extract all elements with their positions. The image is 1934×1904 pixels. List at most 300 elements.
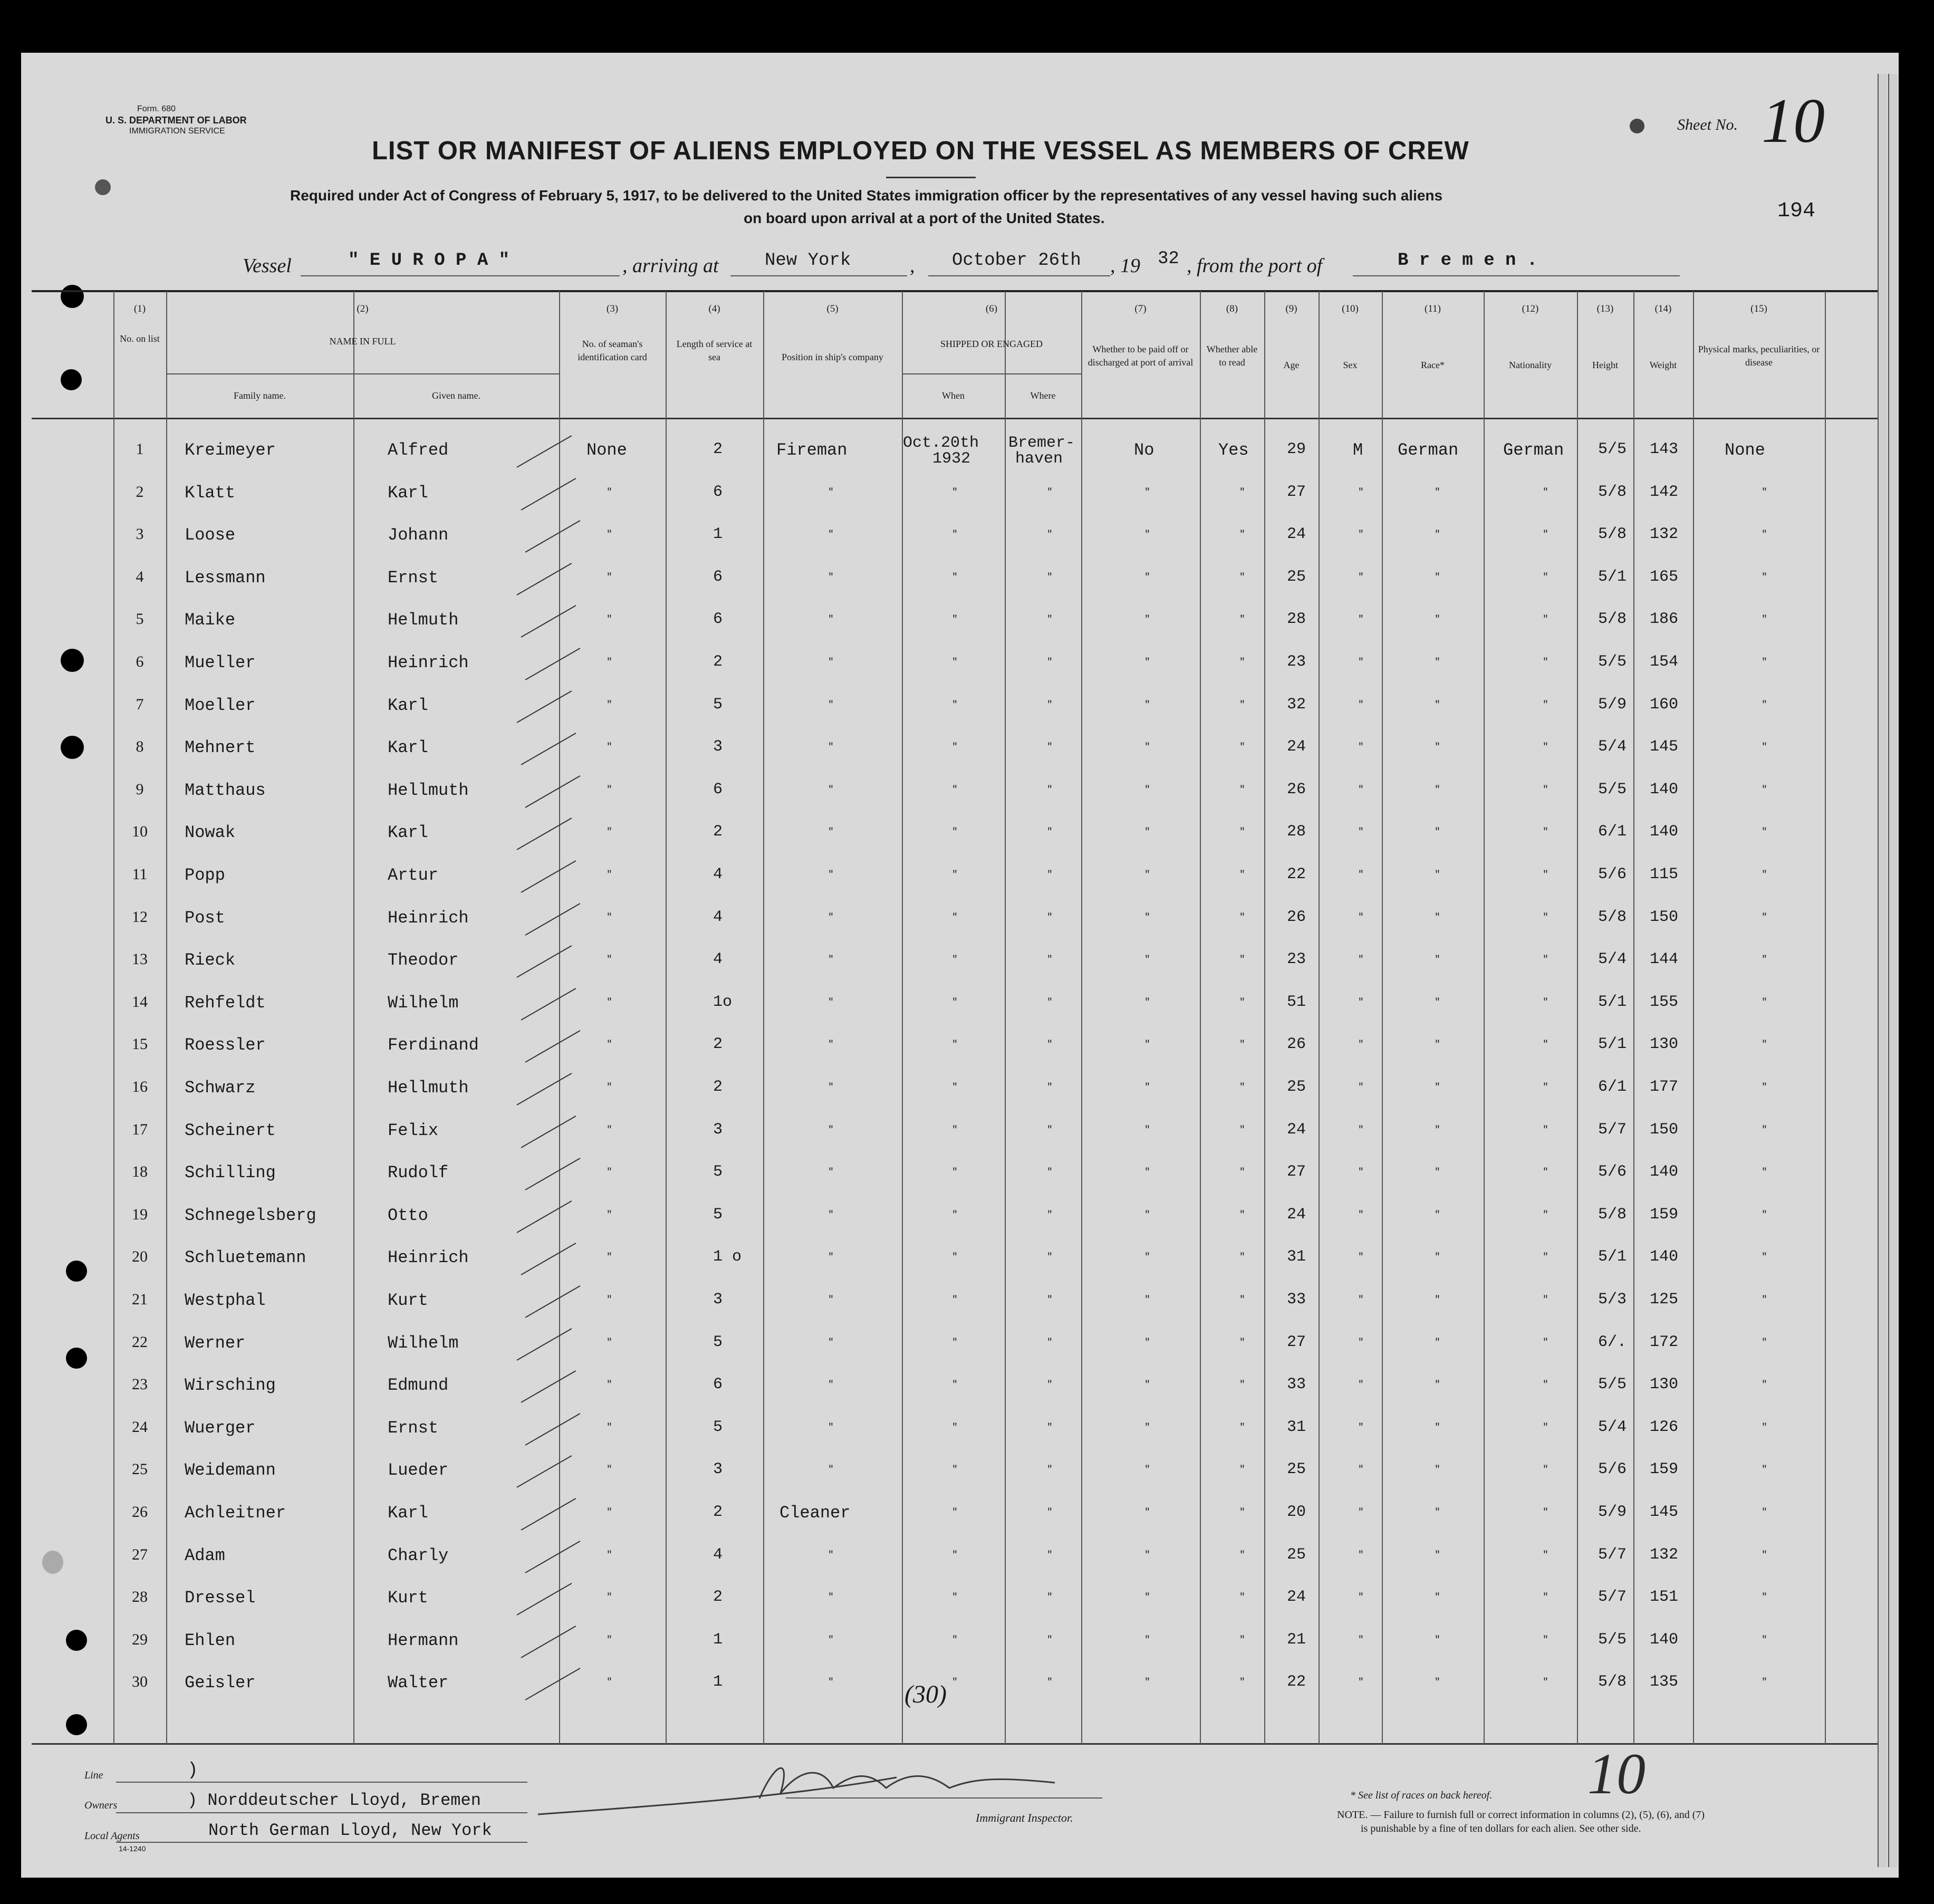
column-subheading-when: When xyxy=(942,390,965,401)
weight: 177 xyxy=(1650,1078,1679,1096)
age: 26 xyxy=(1287,908,1306,926)
height: 5/1 xyxy=(1598,1035,1627,1053)
agents-label: Local Agents xyxy=(84,1830,140,1842)
length-of-service: 3 xyxy=(713,1291,723,1309)
ditto-mark: " xyxy=(1762,1507,1767,1518)
height: 5/7 xyxy=(1598,1121,1627,1139)
ditto-mark: " xyxy=(607,1252,612,1263)
ditto-mark: " xyxy=(1358,1465,1364,1475)
ditto-mark: " xyxy=(1543,785,1548,795)
height: 5/5 xyxy=(1598,1376,1627,1393)
column-divider xyxy=(1484,291,1485,1744)
ditto-mark: " xyxy=(1144,700,1150,710)
ditto-mark: " xyxy=(1762,1338,1767,1348)
ditto-mark: " xyxy=(1762,1677,1767,1688)
ditto-mark: " xyxy=(828,742,834,753)
given-name: Walter xyxy=(388,1673,449,1693)
weight: 132 xyxy=(1650,525,1679,543)
height: 5/3 xyxy=(1598,1291,1627,1309)
ditto-mark: " xyxy=(952,1465,958,1475)
ditto-mark: " xyxy=(952,1082,958,1093)
age: 25 xyxy=(1287,1546,1306,1564)
age: 26 xyxy=(1287,781,1306,799)
ditto-mark: " xyxy=(1047,1465,1053,1475)
ditto-mark: " xyxy=(1047,1210,1053,1220)
height: 5/4 xyxy=(1598,950,1627,968)
given-name: Helmuth xyxy=(388,610,459,630)
ditto-mark: " xyxy=(952,572,958,583)
ditto-mark: " xyxy=(1543,1422,1548,1433)
date-underline xyxy=(928,275,1110,276)
length-of-service: 2 xyxy=(713,653,723,671)
ditto-mark: " xyxy=(1543,572,1548,583)
ditto-mark: " xyxy=(952,870,958,880)
height: 5/7 xyxy=(1598,1588,1627,1606)
ditto-mark: " xyxy=(1543,870,1548,880)
ditto-mark: " xyxy=(1144,1338,1150,1348)
ditto-mark: " xyxy=(828,572,834,583)
row-number: 27 xyxy=(132,1546,148,1563)
given-name: Heinrich xyxy=(388,1248,469,1267)
family-name: Ehlen xyxy=(185,1631,236,1650)
age: 51 xyxy=(1287,993,1306,1011)
ditto-mark: " xyxy=(952,530,958,540)
ditto-mark: " xyxy=(607,1635,612,1646)
height: 5/4 xyxy=(1598,1418,1627,1436)
ditto-mark: " xyxy=(1543,1677,1548,1688)
ditto-mark: " xyxy=(1762,1465,1767,1475)
length-of-service: 5 xyxy=(713,1206,723,1224)
family-name: Roessler xyxy=(185,1035,266,1055)
given-name: Karl xyxy=(388,483,428,503)
ditto-mark: " xyxy=(828,870,834,880)
height: 5/1 xyxy=(1598,1248,1627,1266)
handwritten-mark: 10 xyxy=(1587,1742,1646,1806)
ditto-mark: " xyxy=(1543,657,1548,668)
column-heading-position: Position in ship's company xyxy=(782,352,883,362)
ditto-mark: " xyxy=(952,1210,958,1220)
weight: 140 xyxy=(1650,823,1679,841)
ditto-mark: " xyxy=(952,1338,958,1348)
page-edge xyxy=(1878,74,1887,1867)
column-heading-able-read: Whether able to read xyxy=(1206,344,1258,368)
department: U. S. DEPARTMENT OF LABOR xyxy=(105,115,247,126)
ditto-mark: " xyxy=(1047,487,1053,498)
given-name: Theodor xyxy=(388,950,459,970)
ditto-mark: " xyxy=(1543,1295,1548,1305)
family-name: Klatt xyxy=(185,483,236,503)
ditto-mark: " xyxy=(1358,827,1364,838)
weight: 159 xyxy=(1650,1460,1679,1478)
name-subhead-rule xyxy=(166,373,559,374)
age: 24 xyxy=(1287,738,1306,756)
ditto-mark: " xyxy=(1358,1338,1364,1348)
ditto-mark: " xyxy=(607,1125,612,1136)
shipped-where-2: haven xyxy=(1015,450,1063,468)
ditto-mark: " xyxy=(1239,1507,1245,1518)
line-label: Line xyxy=(84,1770,103,1781)
weight: 130 xyxy=(1650,1035,1679,1053)
given-name: Karl xyxy=(388,1503,428,1523)
ditto-mark: " xyxy=(1047,1507,1053,1518)
ditto-mark: " xyxy=(1239,1295,1245,1305)
row-number: 21 xyxy=(132,1291,148,1308)
ditto-mark: " xyxy=(1358,1252,1364,1263)
line-paren: ) xyxy=(187,1761,198,1781)
ditto-mark: " xyxy=(1144,1592,1150,1603)
ditto-mark: " xyxy=(1144,955,1150,965)
age: 31 xyxy=(1287,1248,1306,1266)
row-number: 5 xyxy=(136,610,144,628)
ditto-mark: " xyxy=(1239,1082,1245,1093)
ditto-mark: " xyxy=(828,530,834,540)
ditto-mark: " xyxy=(1144,1380,1150,1390)
ditto-mark: " xyxy=(952,1550,958,1561)
ditto-mark: " xyxy=(1239,1635,1245,1646)
ditto-mark: " xyxy=(828,785,834,795)
weight: 145 xyxy=(1650,738,1679,756)
ditto-mark: " xyxy=(828,1677,834,1688)
header-bottom-rule xyxy=(32,418,1878,419)
row-number: 24 xyxy=(132,1418,148,1436)
punch-hole xyxy=(66,1714,87,1735)
ditto-mark: " xyxy=(607,1380,612,1390)
ditto-mark: " xyxy=(1239,530,1245,540)
ditto-mark: " xyxy=(1543,912,1548,923)
length-of-service: 2 xyxy=(713,1503,723,1521)
ditto-mark: " xyxy=(1047,614,1053,625)
weight: 186 xyxy=(1650,610,1679,628)
weight: 150 xyxy=(1650,1121,1679,1139)
column-number: (6) xyxy=(985,303,998,314)
ditto-mark: " xyxy=(607,785,612,795)
row-number: 2 xyxy=(136,483,144,501)
family-name: Wirsching xyxy=(185,1376,276,1395)
weight: 143 xyxy=(1650,440,1679,458)
column-number: (11) xyxy=(1425,303,1441,314)
ditto-mark: " xyxy=(607,827,612,838)
ditto-mark: " xyxy=(1543,1550,1548,1561)
position: Cleaner xyxy=(780,1503,851,1523)
arrival-port: New York xyxy=(765,251,851,271)
nationality: German xyxy=(1503,440,1564,460)
height: 5/8 xyxy=(1598,525,1627,543)
weight: 130 xyxy=(1650,1376,1679,1393)
ditto-mark: " xyxy=(1543,955,1548,965)
ditto-mark: " xyxy=(1047,1040,1053,1050)
ditto-mark: " xyxy=(1358,742,1364,753)
length-of-service: 1 xyxy=(713,525,723,543)
ditto-mark: " xyxy=(828,1167,834,1178)
ditto-mark: " xyxy=(1239,657,1245,668)
sheet-number: 10 xyxy=(1762,85,1825,156)
ditto-mark: " xyxy=(1144,827,1150,838)
ditto-mark: " xyxy=(1144,1167,1150,1178)
ditto-mark: " xyxy=(1144,785,1150,795)
given-name: Hellmuth xyxy=(388,1078,469,1098)
ditto-mark: " xyxy=(1543,1167,1548,1178)
ditto-mark: " xyxy=(607,742,612,753)
ditto-mark: " xyxy=(1543,827,1548,838)
family-name: Rehfeldt xyxy=(185,993,266,1013)
ditto-mark: " xyxy=(1358,657,1364,668)
column-divider xyxy=(1633,291,1634,1744)
column-subheading-family-name: Family name. xyxy=(234,390,286,401)
family-name: Geisler xyxy=(185,1673,256,1693)
ditto-mark: " xyxy=(607,1210,612,1220)
length-of-service: 2 xyxy=(713,1035,723,1053)
column-number: (5) xyxy=(826,303,839,314)
ditto-mark: " xyxy=(1047,742,1053,753)
ditto-mark: " xyxy=(1144,997,1150,1008)
length-of-service: 1o xyxy=(713,993,733,1011)
age: 33 xyxy=(1287,1376,1306,1393)
family-name: Maike xyxy=(185,610,236,630)
ditto-mark: " xyxy=(1762,1380,1767,1390)
column-heading-id-card: No. of seaman's identification card xyxy=(578,339,647,362)
ditto-mark: " xyxy=(1762,955,1767,965)
family-name: Schwarz xyxy=(185,1078,256,1098)
family-name: Moeller xyxy=(185,696,256,715)
arriving-label: , arriving at xyxy=(622,255,719,277)
row-number: 7 xyxy=(136,696,144,713)
column-number: (12) xyxy=(1522,303,1539,314)
row-number: 12 xyxy=(132,908,148,926)
age: 27 xyxy=(1287,1163,1306,1181)
family-name: Wuerger xyxy=(185,1418,256,1438)
ditto-mark: " xyxy=(1358,1082,1364,1093)
ditto-mark: " xyxy=(1144,530,1150,540)
column-heading-nationality: Nationality xyxy=(1509,360,1552,370)
year-suffix: 32 xyxy=(1158,249,1179,269)
ditto-mark: " xyxy=(607,1677,612,1688)
ditto-mark: " xyxy=(828,1210,834,1220)
column-heading-length-service: Length of service at sea xyxy=(676,339,753,362)
given-name: Artur xyxy=(388,866,439,885)
ditto-mark: " xyxy=(1144,742,1150,753)
column-divider xyxy=(1081,291,1082,1744)
ditto-mark: " xyxy=(1239,1677,1245,1688)
ditto-mark: " xyxy=(952,785,958,795)
line-underline xyxy=(116,1782,527,1783)
row-number: 15 xyxy=(132,1035,148,1053)
length-of-service: 6 xyxy=(713,1376,723,1393)
ditto-mark: " xyxy=(1358,1507,1364,1518)
ditto-mark: " xyxy=(1047,1422,1053,1433)
length-of-service: 3 xyxy=(713,1121,723,1139)
ditto-mark: " xyxy=(1047,1592,1053,1603)
age: 25 xyxy=(1287,1460,1306,1478)
punch-hole xyxy=(61,285,84,308)
ditto-mark: " xyxy=(607,1592,612,1603)
ditto-mark: " xyxy=(1144,1210,1150,1220)
ditto-mark: " xyxy=(952,1507,958,1518)
ditto-mark: " xyxy=(1543,1465,1548,1475)
weight: 145 xyxy=(1650,1503,1679,1521)
length-of-service: 3 xyxy=(713,738,723,756)
ditto-mark: " xyxy=(1435,827,1440,838)
length-of-service: 2 xyxy=(713,440,723,458)
physical-marks: None xyxy=(1725,440,1765,460)
ditto-mark: " xyxy=(1762,657,1767,668)
ditto-mark: " xyxy=(1047,1677,1053,1688)
ditto-mark: " xyxy=(828,1338,834,1348)
ditto-mark: " xyxy=(1543,1210,1548,1220)
ditto-mark: " xyxy=(1435,1465,1440,1475)
column-heading-sex: Sex xyxy=(1343,360,1358,370)
ditto-mark: " xyxy=(952,614,958,625)
family-name: Adam xyxy=(185,1546,225,1565)
row-number: 22 xyxy=(132,1333,148,1351)
ditto-mark: " xyxy=(1435,1252,1440,1263)
ditto-mark: " xyxy=(1144,870,1150,880)
given-name: Heinrich xyxy=(388,908,469,928)
ditto-mark: " xyxy=(828,1465,834,1475)
age: 24 xyxy=(1287,1588,1306,1606)
age: 28 xyxy=(1287,823,1306,841)
ditto-mark: " xyxy=(1543,1338,1548,1348)
ditto-mark: " xyxy=(1762,1125,1767,1136)
fine-note-2: is punishable by a fine of ten dollars for each alien. See other side. xyxy=(1361,1823,1641,1834)
owners-value: ) Norddeutscher Lloyd, Bremen xyxy=(187,1791,481,1810)
ditto-mark: " xyxy=(1239,785,1245,795)
column-divider xyxy=(1005,291,1006,1744)
ditto-mark: " xyxy=(1047,785,1053,795)
ditto-mark: " xyxy=(1762,1422,1767,1433)
race-note: * See list of races on back hereof. xyxy=(1350,1790,1493,1801)
ditto-mark: " xyxy=(1358,700,1364,710)
given-name: Rudolf xyxy=(388,1163,449,1182)
family-name: Lessmann xyxy=(185,568,266,588)
column-divider xyxy=(113,291,114,1744)
column-divider xyxy=(1577,291,1578,1744)
shipped-where: Bremer- xyxy=(1008,434,1075,452)
ditto-mark: " xyxy=(828,1592,834,1603)
ditto-mark: " xyxy=(1358,1167,1364,1178)
given-name: Otto xyxy=(388,1206,428,1225)
height: 5/8 xyxy=(1598,1206,1627,1224)
given-name: Alfred xyxy=(388,440,449,460)
paid-off: No xyxy=(1134,440,1154,460)
row-number: 26 xyxy=(132,1503,148,1521)
given-name: Wilhelm xyxy=(388,1333,459,1353)
weight: 160 xyxy=(1650,696,1679,714)
column-number: (8) xyxy=(1226,303,1238,314)
given-name: Edmund xyxy=(388,1376,449,1395)
seaman-id-card: None xyxy=(586,440,627,460)
row-number: 11 xyxy=(132,866,148,883)
ditto-mark: " xyxy=(1047,1635,1053,1646)
ditto-mark: " xyxy=(1543,1592,1548,1603)
ditto-mark: " xyxy=(1144,487,1150,498)
given-name: Karl xyxy=(388,823,428,842)
height: 5/1 xyxy=(1598,568,1627,586)
ditto-mark: " xyxy=(952,1167,958,1178)
form-subtitle-1: Required under Act of Congress of February 5, 1917, to be delivered to the United States immigration officer by the representatives of any vessel having such aliens xyxy=(290,187,1443,204)
inspector-label: Immigrant Inspector. xyxy=(976,1811,1073,1824)
given-name: Lueder xyxy=(388,1460,449,1480)
shipped-subhead-rule xyxy=(902,373,1081,374)
row-number: 4 xyxy=(136,568,144,585)
race: German xyxy=(1398,440,1459,460)
height: 5/6 xyxy=(1598,1460,1627,1478)
ditto-mark: " xyxy=(1239,614,1245,625)
row-number: 8 xyxy=(136,738,144,755)
punch-hole xyxy=(95,179,111,195)
punch-hole xyxy=(66,1630,87,1651)
height: 6/1 xyxy=(1598,1078,1627,1096)
ditto-mark: " xyxy=(952,487,958,498)
given-name: Johann xyxy=(388,525,449,545)
row-number: 23 xyxy=(132,1376,148,1393)
family-name: Mehnert xyxy=(185,738,256,757)
column-number: (10) xyxy=(1342,303,1359,314)
age: 23 xyxy=(1287,653,1306,671)
family-name: Rieck xyxy=(185,950,236,970)
column-divider xyxy=(1200,291,1201,1744)
ditto-mark: " xyxy=(952,1677,958,1688)
height: 5/8 xyxy=(1598,610,1627,628)
column-heading-height: Height xyxy=(1592,360,1618,370)
ditto-mark: " xyxy=(607,870,612,880)
age: 26 xyxy=(1287,1035,1306,1053)
ditto-mark: " xyxy=(1144,1507,1150,1518)
age: 22 xyxy=(1287,866,1306,883)
column-heading-paid-off: Whether to be paid off or discharged at port of arrival xyxy=(1088,344,1194,368)
from-underline xyxy=(1353,275,1680,276)
length-of-service: 4 xyxy=(713,950,723,968)
age: 25 xyxy=(1287,1078,1306,1096)
column-number: (4) xyxy=(708,303,720,314)
weight: 144 xyxy=(1650,950,1679,968)
column-heading-age: Age xyxy=(1283,360,1300,370)
family-name: Loose xyxy=(185,525,236,545)
age: 32 xyxy=(1287,696,1306,714)
ditto-mark: " xyxy=(1144,1082,1150,1093)
height: 6/1 xyxy=(1598,823,1627,841)
family-name: Dressel xyxy=(185,1588,256,1608)
ditto-mark: " xyxy=(1358,1040,1364,1050)
height: 5/6 xyxy=(1598,1163,1627,1181)
agents-value: North German Lloyd, New York xyxy=(208,1821,492,1840)
length-of-service: 6 xyxy=(713,483,723,501)
punch-hole xyxy=(61,649,84,672)
row-number: 28 xyxy=(132,1588,148,1605)
ditto-mark: " xyxy=(952,1040,958,1050)
length-of-service: 1 o xyxy=(713,1248,742,1266)
ditto-mark: " xyxy=(1435,657,1440,668)
given-name: Ferdinand xyxy=(388,1035,479,1055)
ditto-mark: " xyxy=(828,912,834,923)
ditto-mark: " xyxy=(828,1380,834,1390)
given-name: Kurt xyxy=(388,1588,428,1608)
ditto-mark: " xyxy=(607,1082,612,1093)
ditto-mark: " xyxy=(1762,870,1767,880)
ditto-mark: " xyxy=(828,614,834,625)
length-of-service: 1 xyxy=(713,1673,723,1691)
ditto-mark: " xyxy=(607,572,612,583)
ditto-mark: " xyxy=(952,742,958,753)
ditto-mark: " xyxy=(1144,1040,1150,1050)
ditto-mark: " xyxy=(1239,1167,1245,1178)
column-number: (3) xyxy=(606,303,619,314)
weight: 151 xyxy=(1650,1588,1679,1606)
length-of-service: 1 xyxy=(713,1631,723,1649)
family-name: Achleitner xyxy=(185,1503,286,1523)
height: 5/8 xyxy=(1598,908,1627,926)
given-name: Hermann xyxy=(388,1631,459,1650)
ditto-mark: " xyxy=(1435,1295,1440,1305)
